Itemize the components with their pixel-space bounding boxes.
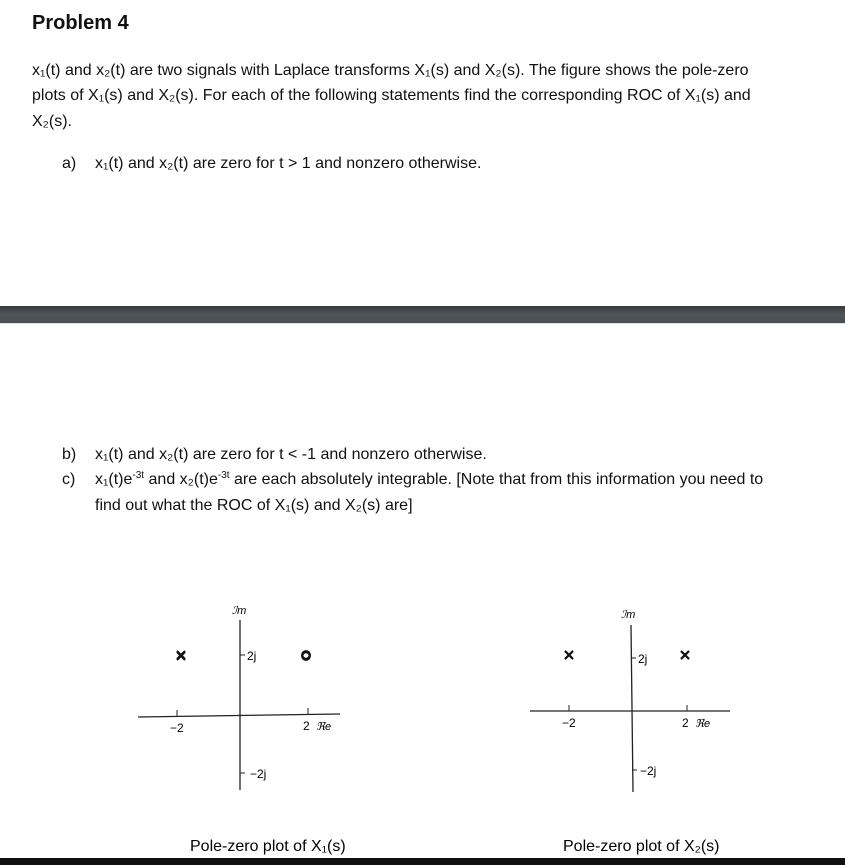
item-a-label: a) [62, 155, 77, 172]
pole-marker [681, 651, 689, 659]
intro-line-3: X₂(s). [32, 113, 72, 130]
neg-re-label: −2 [170, 721, 184, 735]
item-c-sup2: -3t [217, 470, 230, 481]
neg-im-label: −2j [250, 767, 267, 781]
pole-marker [565, 651, 573, 659]
item-c-sup1: -3t [132, 470, 145, 481]
im-label: ℐm [621, 609, 636, 621]
re-label: ℜe [316, 721, 332, 733]
neg-re-label: −2 [562, 716, 576, 730]
item-b-label: b) [62, 446, 77, 463]
item-c-part1: x₁(t)e [95, 471, 133, 488]
item-c-label: c) [62, 471, 76, 488]
item-c-part3: are each absolutely integrable. [Note that from this information you need to [229, 471, 764, 488]
plot-caption: Pole-zero plot of X₁(s) [190, 838, 346, 855]
pos-re-label: 2 [682, 716, 689, 730]
real-axis [138, 714, 340, 717]
pole-marker [177, 652, 185, 660]
pos-re-label: 2 [303, 719, 310, 733]
item-c-part2: and x₂(t)e [144, 471, 218, 488]
item-c-text [95, 471, 763, 489]
intro-line-2: plots of X₁(s) and X₂(s). For each of the following statements find the corresponding ROC of X₁(s) and [32, 87, 751, 104]
imag-axis [631, 625, 633, 792]
pos-im-label: 2j [247, 649, 257, 663]
pole-zero-figures [0, 590, 845, 855]
plot-caption: Pole-zero plot of X₂(s) [563, 838, 720, 855]
item-a-text: x₁(t) and x₂(t) are zero for t > 1 and nonzero otherwise. [95, 155, 482, 172]
pos-im-label: 2j [638, 652, 648, 666]
pole-zero-plot-x2 [530, 609, 730, 855]
neg-im-label: −2j [640, 764, 657, 778]
problem-title: Problem 4 [32, 12, 129, 34]
page-divider [0, 306, 845, 324]
pole-zero-plot-x1 [138, 605, 346, 855]
item-c-line2: find out what the ROC of X₁(s) and X₂(s) are] [95, 497, 413, 514]
bottom-border [0, 858, 845, 865]
intro-line-1: x₁(t) and x₂(t) are two signals with Laplace transforms X₁(s) and X₂(s). The figure shows the pole-zero [32, 62, 749, 79]
item-b-text: x₁(t) and x₂(t) are zero for t < -1 and nonzero otherwise. [95, 446, 487, 463]
re-label: ℜe [695, 718, 711, 730]
im-label: ℐm [232, 605, 247, 617]
